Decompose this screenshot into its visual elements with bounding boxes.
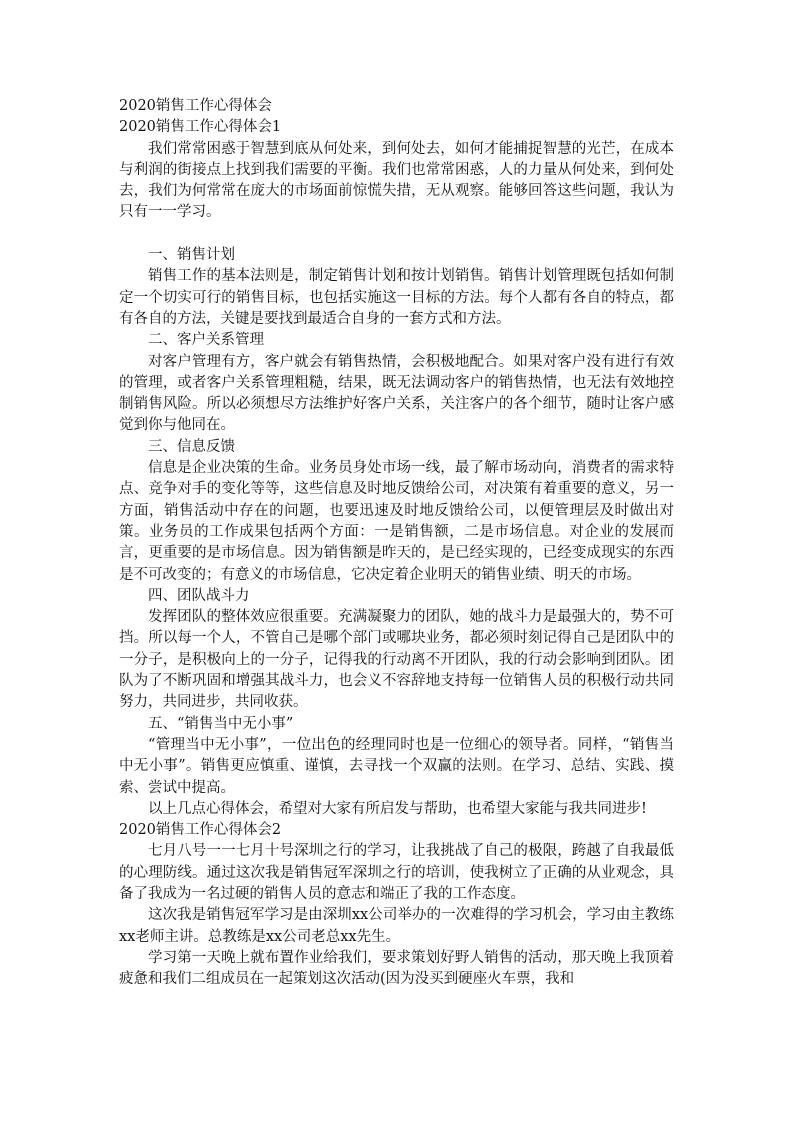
heading-sales-plan: 一、销售计划: [148, 247, 235, 264]
section-2-paragraph-1: 七月八号一一七月十号深圳之行的学习，让我挑战了自己的极限，跨越了自我最低的心理防线。通过这次我是销售冠军深圳之行的培训，使我树立了正确的从业观念，具备了我成为一名过硬的销售人员的意志和端正了我的工作态度。: [119, 843, 674, 902]
paragraph-sales-plan: 销售工作的基本法则是，制定销售计划和按计划销售。销售计划管理既包括如何制定一个切实可行的销售目标，也包括实施这一目标的方法。每个人都有各自的特点，都有各自的方法，关键是要找到最适合自身的一套方式和方法。: [119, 268, 674, 327]
section-1-title: 2020销售工作心得体会1: [119, 119, 282, 136]
section-1-intro: 我们常常困惑于智慧到底从何处来，到何处去，如何才能捕捉智慧的光芒，在成本与利润的街接点上找到我们需要的平衡。我们也常常困惑，人的力量从何处来，到何处去，我们为何常常在庞大的市场面前惊慌失措，无从观察。能够回答这些问题，我认为只有一一学习。: [119, 140, 674, 221]
heading-info-feedback: 三、信息反馈: [148, 438, 235, 455]
section-2-paragraph-3: 学习第一天晚上就布置作业给我们，要求策划好野人销售的活动，那天晚上我顶着疲惫和我们二组成员在一起策划这次活动(因为没买到硬座火车票，我和: [119, 949, 674, 988]
document-page: [119, 96, 674, 990]
heading-customer-relations: 二、客户关系管理: [148, 332, 264, 349]
paragraph-no-small-matters: “管理当中无小事”，一位出色的经理同时也是一位细心的领导者。同样，“销售当中无小事”。销售更应慎重、谨慎，去寻找一个双赢的法则。在学习、总结、实践、摸索、尝试中提高。: [119, 736, 674, 796]
blank-line: [119, 224, 674, 245]
paragraph-closing: 以上几点心得体会，希望对大家有所启发与帮助，也希望大家能与我共同进步!: [148, 800, 647, 817]
paragraph-team-strength: 发挥团队的整体效应很重要。充满凝聚力的团队，她的战斗力是最强大的，势不可挡。所以每一个人，不管自己是哪个部门或哪块业务，都必须时刻记得自己是团队中的一分子，是积极向上的一分子，记得我的行动离不开团队，我的行动会影响到团队。团队为了不断巩固和增强其战斗力，也会义不容辞地支持每一位销售人员的积极行动共同努力，共同进步，共同收获。: [119, 609, 674, 711]
heading-no-small-matters: 五、“销售当中无小事”: [148, 715, 294, 732]
section-2-paragraph-2: 这次我是销售冠军学习是由深圳xx公司举办的一次难得的学习机会，学习由主教练xx老师主讲。总教练是xx公司老总xx先生。: [119, 907, 674, 945]
section-2-title: 2020销售工作心得体会2: [119, 822, 282, 839]
document-title: 2020销售工作心得体会: [119, 98, 272, 114]
paragraph-info-feedback: 信息是企业决策的生命。业务员身处市场一线，最了解市场动向，消费者的需求特点、竞争对手的变化等等，这些信息及时地反馈给公司，对决策有着重要的意义，另一方面，销售活动中存在的问题，也要迅速及时地反馈给公司，以便管理层及时做出对策。业务员的工作成果包括两个方面：一是销售额，二是市场信息。对企业的发展而言，更重要的是市场信息。因为销售额是昨天的，是已经实现的，已经变成现实的东西是不可改变的；有意义的市场信息，它决定着企业明天的销售业绩、明天的市场。: [119, 460, 674, 583]
heading-team-strength: 四、团队战斗力: [148, 587, 250, 604]
paragraph-customer-relations: 对客户管理有方，客户就会有销售热情，会积极地配合。如果对客户没有进行有效的管理，或者客户关系管理粗糙，结果，既无法调动客户的销售热情，也无法有效地控制销售风险。所以必须想尽方法维护好客户关系，关注客户的各个细节，随时让客户感觉到你与他同在。: [119, 353, 674, 434]
